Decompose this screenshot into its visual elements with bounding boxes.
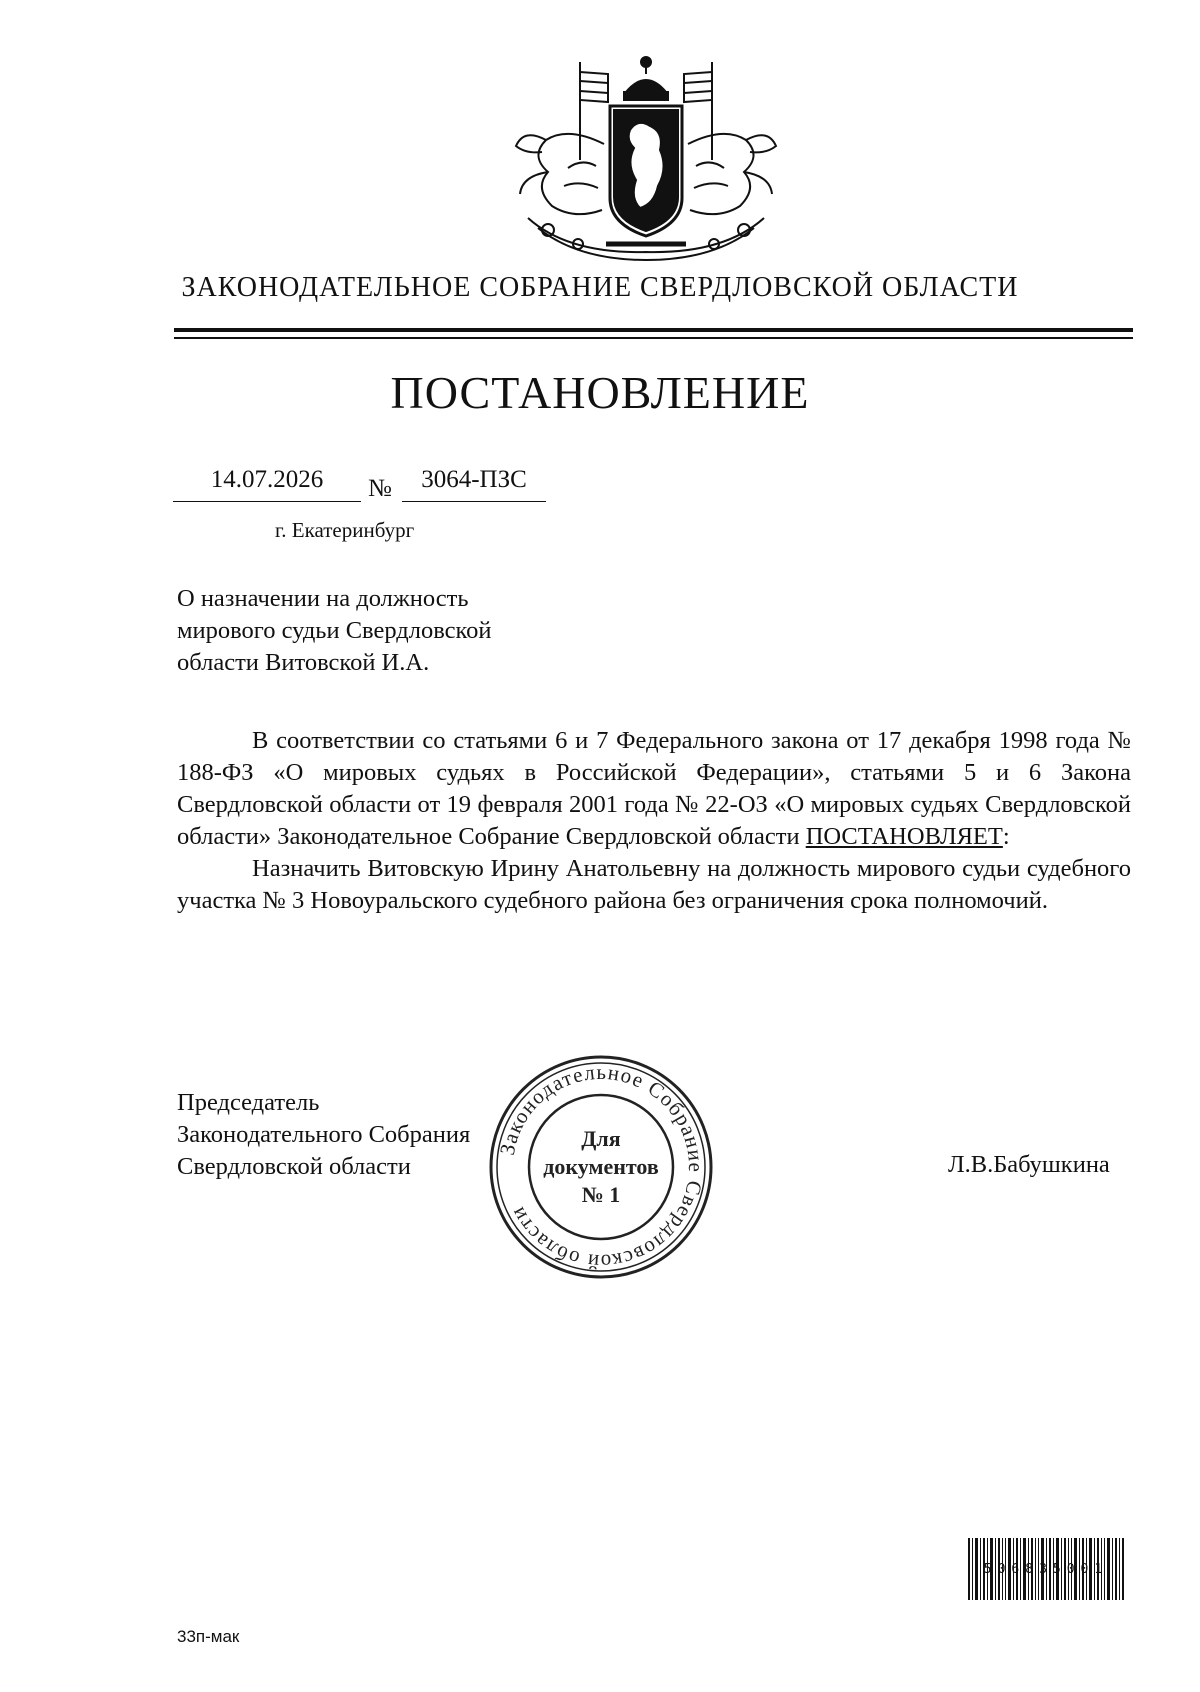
subject-line: мирового судьи Свердловской <box>177 617 492 644</box>
body-paragraph-appointment: Назначить Витовскую Ирину Анатольевну на должность мирового судьи судебного участка № 3 Новоуральского судебного района без ограничения срока полномочий. <box>177 855 1131 914</box>
document-city: г. Екатеринбург <box>275 518 415 542</box>
signer-name: Л.В.Бабушкина <box>948 1151 1110 1178</box>
colon: : <box>1002 823 1010 850</box>
document-type-title: ПОСТАНОВЛЕНИЕ <box>390 367 810 418</box>
seal-center-line: Для <box>581 1126 621 1151</box>
round-seal-icon <box>486 1052 716 1282</box>
seal-center-line: № 1 <box>581 1182 621 1207</box>
barcode-digits: 506835001 <box>983 1562 1109 1577</box>
document-date: 14.07.2026 <box>173 465 361 502</box>
body-paragraph-legal-basis <box>177 725 1131 853</box>
seal-ring-text: Законодательное Собрание Свердловской области <box>494 1059 709 1275</box>
document-body <box>177 725 1131 917</box>
footer-code: 33п-мак <box>177 1627 240 1646</box>
number-sign: № <box>368 475 392 502</box>
seal-center-line: документов <box>543 1154 659 1179</box>
header-divider-thin <box>174 337 1133 339</box>
legal-basis-text: В соответствии со статьями 6 и 7 Федерального закона от 17 декабря 1998 года № 188-ФЗ «О мировых судьях в Российской Федерации», статьями 5 и 6 Закона Свердловской области от 19 февраля 2001 года № 22-ОЗ «О мировых судьях Свердловской области» Законодательное Собрание Свердловской области <box>177 727 1131 850</box>
coat-of-arms-icon <box>508 48 784 262</box>
document-subject <box>177 583 607 679</box>
subject-line: О назначении на должность <box>177 585 469 612</box>
organization-name: ЗАКОНОДАТЕЛЬНОЕ СОБРАНИЕ СВЕРДЛОВСКОЙ ОБЛАСТИ <box>181 272 1019 303</box>
document-number: 3064-ПЗС <box>402 465 546 502</box>
resolves-keyword: ПОСТАНОВЛЯЕТ <box>805 823 1003 850</box>
header-divider-thick <box>174 328 1133 332</box>
subject-line: области Витовской И.А. <box>177 649 430 676</box>
signer-title-line: Председатель <box>177 1089 320 1116</box>
signer-title-line: Законодательного Собрания <box>177 1121 471 1148</box>
signer-title-line: Свердловской области <box>177 1153 411 1180</box>
